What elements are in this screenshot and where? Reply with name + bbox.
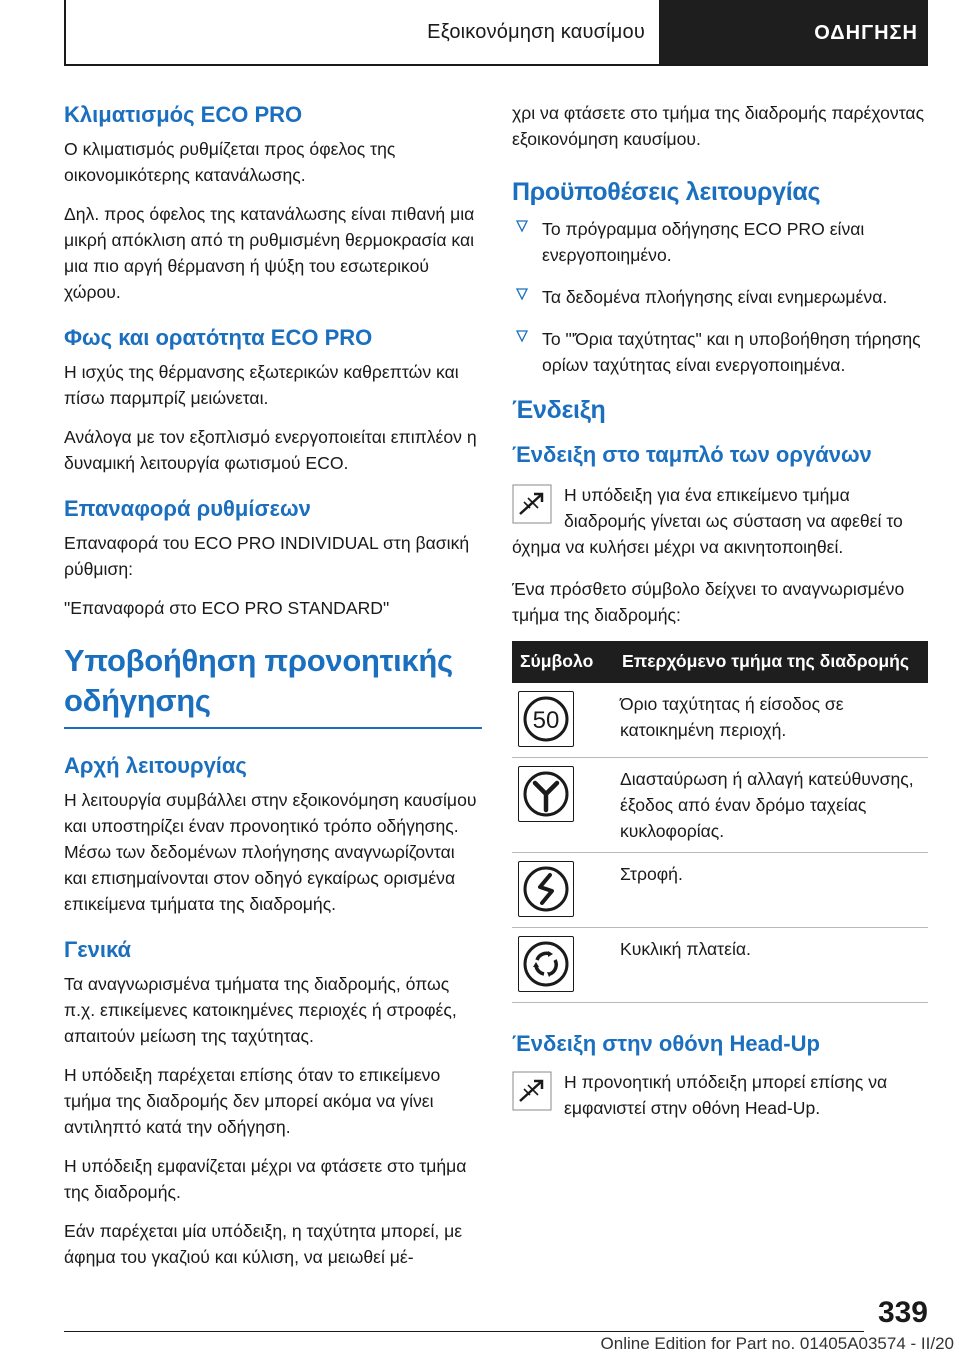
table-cell-description: Διασταύρωση ή αλλαγή κατεύθυνσης, έξοδος από έναν δρόμο ταχείας κυκλοφορίας. <box>614 758 928 853</box>
page-number: 339 <box>877 1296 928 1329</box>
table-cell-symbol <box>512 928 614 1003</box>
table-cell-symbol <box>512 758 614 853</box>
list-item-text: Τα δεδομένα πλοήγησης είναι ενημερωμένα. <box>542 287 888 307</box>
list-item-text: Το "'Όρια ταχύτητας" και η υποβοήθηση τήρησης ορίων ταχύτητας είναι ενεργοποιημένα. <box>542 329 921 375</box>
paragraph: χρι να φτάσετε στο τμήμα της διαδρομής παρέχοντας εξοικονόμηση καυσίμου. <box>512 103 925 149</box>
note-text: Η προνοητική υπόδειξη μπορεί επίσης να εμφανιστεί στην οθόνη Head-Up. <box>564 1072 888 1118</box>
note-text: Η υπόδειξη για ένα επικείμενο τμήμα διαδρομής γίνεται ως σύσταση να αφεθεί το όχημα να κυλήσει μέχρι να ακινητοποιηθεί. <box>512 485 903 557</box>
header-section-title <box>66 0 660 64</box>
heading-eco-climate: Κλιματισμός ECO PRO <box>64 102 303 127</box>
paragraph: Επαναφορά του ECO PRO INDIVIDUAL στη βασική ρύθμιση: <box>64 533 470 579</box>
table-row <box>512 758 928 853</box>
bullet-triangle-icon <box>516 329 528 343</box>
paragraph: Τα αναγνωρισμένα τμήματα της διαδρομής, όπως π.χ. επικείμενες κατοικημένες περιοχές ή στροφές, απαιτούν μείωση της ταχύτητας. <box>64 973 457 1046</box>
header-rule <box>64 64 928 66</box>
footer-edition: Online Edition for Part no. 01405A03574 - II/20 <box>600 1334 954 1353</box>
coasting-note-icon <box>512 1071 552 1111</box>
table-cell-symbol <box>512 683 614 758</box>
speed-limit-value: 50 <box>532 707 560 734</box>
footer-rule <box>64 1331 864 1332</box>
heading-reset: Επαναφορά ρυθμίσεων <box>64 496 311 521</box>
speed-limit-50-icon <box>518 691 574 747</box>
list-item-text: Το πρόγραμμα οδήγησης ECO PRO είναι ενεργοποιημένο. <box>542 219 865 265</box>
header-section-label: Εξοικονόμηση καυσίμου <box>427 20 645 43</box>
section-title-line: οδήγησης <box>64 683 211 718</box>
table-cell-symbol <box>512 853 614 928</box>
header-chapter-label: ΟΔΗΓΗΣΗ <box>814 21 918 44</box>
paragraph: Η υπόδειξη εμφανίζεται μέχρι να φτάσετε στο τμήμα της διαδρομής. <box>64 1155 467 1202</box>
list-item <box>512 216 928 268</box>
heading-principle: Αρχή λειτουργίας <box>64 752 247 778</box>
header-chapter-tab <box>660 0 928 66</box>
paragraph: Η λειτουργία συμβάλλει στην εξοικονόμηση καυσίμου και υποστηρίζει έναν προνοητικό τρόπο οδήγησης. Μέσω των δεδομένων πλοήγησης αναγνωρίζονται και επισημαίνονται στον οδηγό εγκαίρως ορισμένα επικείμενα τμήματα της διαδρομής. <box>64 789 477 914</box>
table-row <box>512 683 928 758</box>
table-row <box>512 928 928 1003</box>
paragraph: Εάν παρέχεται μία υπόδειξη, η ταχύτητα μπορεί, με άφημα του γκαζιού και κύλιση, να μειωθεί μέ- <box>64 1220 463 1267</box>
junction-icon <box>518 766 574 822</box>
table-cell-description: Όριο ταχύτητας ή είσοδος σε κατοικημένη περιοχή. <box>614 683 928 758</box>
section-rule <box>64 727 482 729</box>
table-header-symbol: Σύμβολο <box>512 641 614 683</box>
bullet-triangle-icon <box>516 219 528 233</box>
paragraph: "Επαναφορά στο ECO PRO STANDARD" <box>64 598 390 618</box>
heading-head-up: Ένδειξη στην οθόνη Head-Up <box>512 1031 820 1056</box>
table-cell-description: Στροφή. <box>614 853 928 928</box>
heading-general: Γενικά <box>64 936 132 962</box>
section-title-line: Υποβοήθηση προνοητικής <box>64 643 453 678</box>
roundabout-icon <box>518 936 574 992</box>
paragraph: Η υπόδειξη παρέχεται επίσης όταν το επικείμενο τμήμα της διαδρομής δεν μπορεί ακόμα να γίνει αντιληπτό κατά την οδήγηση. <box>64 1064 441 1137</box>
paragraph: Ένα πρόσθετο σύμβολο δείχνει το αναγνωρισμένο τμήμα της διαδρομής: <box>512 579 905 625</box>
bullet-triangle-icon <box>516 287 528 301</box>
paragraph: Δηλ. προς όφελος της κατανάλωσης είναι πιθανή μια μικρή απόκλιση από τη ρυθμισμένη θερμοκρασία και μια πιο αργή θέρμανση ή ψύξη του εσωτερικού χώρου. <box>64 204 475 302</box>
paragraph: Ο κλιματισμός ρυθμίζεται προς όφελος της οικονομικότερης κατανάλωσης. <box>64 139 396 185</box>
table-header-segment: Επερχόμενο τμήμα της διαδρομής <box>614 641 928 683</box>
list-item <box>512 326 928 378</box>
section-title-assist <box>64 641 482 721</box>
paragraph: Ανάλογα με τον εξοπλισμό ενεργοποιείται επιπλέον η δυναμική λειτουργία φωτισμού ECO. <box>64 427 477 473</box>
coasting-note-icon <box>512 484 552 524</box>
symbol-table <box>512 641 928 1003</box>
note-head-up <box>512 1069 928 1121</box>
note-instrument-cluster <box>512 482 928 560</box>
list-item <box>512 284 928 310</box>
heading-prerequisites: Προϋποθέσεις λειτουργίας <box>512 178 821 206</box>
right-column <box>512 100 928 1135</box>
table-row <box>512 853 928 928</box>
heading-display: Ένδειξη <box>512 396 606 424</box>
curve-icon <box>518 861 574 917</box>
left-column <box>64 100 482 1283</box>
paragraph: Η ισχύς της θέρμανσης εξωτερικών καθρεπτών και πίσω παρμπρίζ μειώνεται. <box>64 362 459 408</box>
table-cell-description: Κυκλική πλατεία. <box>614 928 928 1003</box>
heading-instrument-cluster: Ένδειξη στο ταμπλό των οργάνων <box>512 442 872 467</box>
prerequisites-list <box>512 216 928 378</box>
heading-eco-lights: Φως και ορατότητα ECO PRO <box>64 325 373 350</box>
table-header-row <box>512 641 928 683</box>
